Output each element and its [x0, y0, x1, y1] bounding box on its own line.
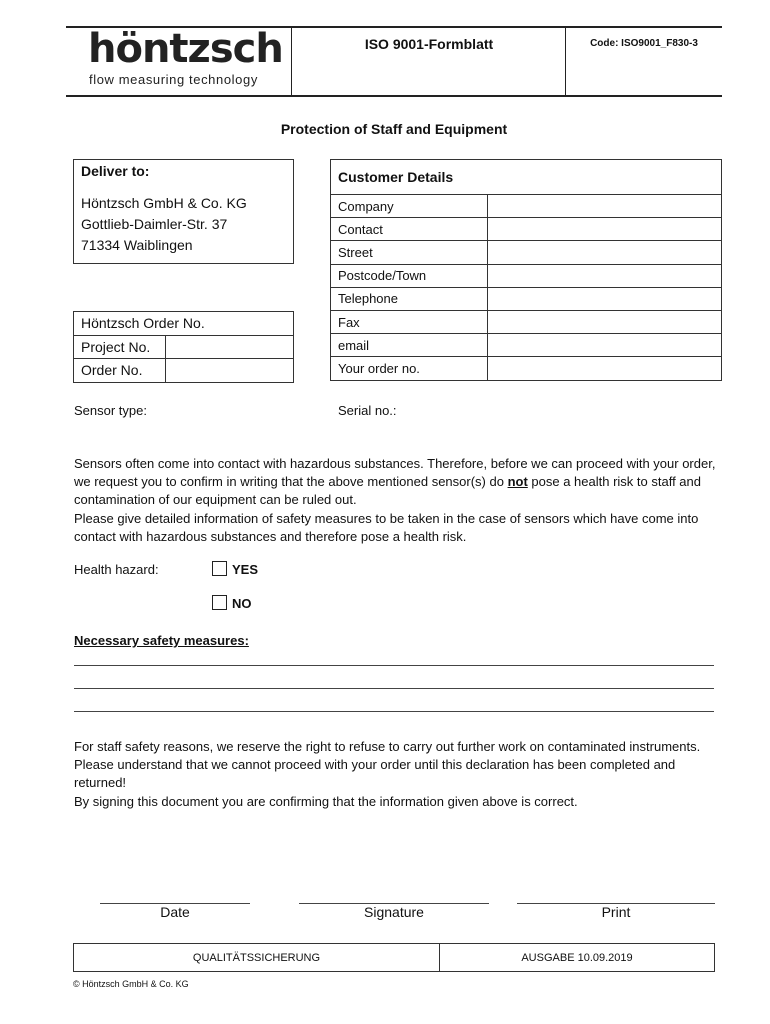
postcode-town-label: Postcode/Town [331, 264, 488, 287]
safety-measures-line[interactable] [74, 688, 714, 689]
your-order-no-field[interactable] [488, 357, 722, 380]
email-label: email [331, 334, 488, 357]
order-no-field[interactable] [166, 359, 294, 383]
no-label: NO [232, 596, 252, 611]
hazard-no-option[interactable] [212, 595, 252, 611]
deliver-address-line: Höntzsch GmbH & Co. KG [81, 195, 247, 211]
intro-text-part: pose a health risk to staff and contamination of our equipment can be ruled out. [74, 474, 701, 508]
contact-field[interactable] [488, 218, 722, 241]
health-hazard-label: Health hazard: [74, 562, 159, 577]
yes-checkbox[interactable] [212, 561, 227, 576]
print-label: Print [601, 904, 631, 920]
safety-measures-line[interactable] [74, 665, 714, 666]
company-logo: höntzsch [88, 26, 283, 72]
footer-box [73, 943, 715, 972]
contact-label: Contact [331, 218, 488, 241]
hazard-yes-option[interactable] [212, 561, 258, 577]
date-label: Date [160, 904, 190, 920]
your-order-no-label: Your order no. [331, 357, 488, 380]
safety-measures-heading: Necessary safety measures: [74, 633, 249, 648]
yes-label: YES [232, 562, 259, 577]
fax-field[interactable] [488, 310, 722, 333]
footer-department: QUALITÄTSSICHERUNG [192, 952, 321, 964]
telephone-label: Telephone [331, 287, 488, 310]
telephone-field[interactable] [488, 287, 722, 310]
deliver-address-line: 71334 Waiblingen [81, 237, 193, 253]
deliver-to-label: Deliver to: [81, 163, 150, 179]
footer-issue-date: AUSGABE 10.09.2019 [521, 952, 633, 964]
form-code: Code: ISO9001_F830-3 [590, 38, 698, 49]
emphasis-not: not [507, 474, 528, 490]
signature-label: Signature [364, 904, 424, 920]
customer-details-table [330, 159, 722, 381]
fax-label: Fax [331, 310, 488, 333]
hontzsch-order-label: Höntzsch Order No. [74, 312, 294, 336]
company-label: Company [331, 195, 488, 218]
sensor-type-label: Sensor type: [74, 403, 147, 418]
page-title: Protection of Staff and Equipment [280, 121, 508, 137]
form-type-title: ISO 9001-Formblatt [364, 36, 494, 52]
closing-line: For staff safety reasons, we reserve the right to refuse to carry out further work on contaminated instruments. [74, 739, 701, 754]
email-field[interactable] [488, 334, 722, 357]
closing-line: Please understand that we cannot proceed with your order until this declaration has been completed and returned! [74, 757, 676, 791]
deliver-address-line: Gottlieb-Daimler-Str. 37 [81, 216, 228, 232]
no-checkbox[interactable] [212, 595, 227, 610]
company-field[interactable] [488, 195, 722, 218]
postcode-town-field[interactable] [488, 264, 722, 287]
safety-measures-line[interactable] [74, 711, 714, 712]
order-no-label: Order No. [74, 359, 166, 383]
project-no-field[interactable] [166, 335, 294, 359]
copyright: © Höntzsch GmbH & Co. KG [73, 979, 189, 989]
project-no-label: Project No. [74, 335, 166, 359]
closing-line: By signing this document you are confirming that the information given above is correct. [74, 793, 578, 809]
company-tagline: flow measuring technology [89, 72, 258, 87]
serial-no-label: Serial no.: [338, 403, 397, 418]
closing-text [74, 738, 724, 811]
street-field[interactable] [488, 241, 722, 264]
order-table [73, 311, 294, 383]
intro-text-part: Sensors often come into contact with hazardous substances. Therefore, before we can proceed with your order, we request you to confirm in writing that the above mentioned sensor(s) do [74, 456, 716, 490]
header-bottom-rule [66, 95, 722, 97]
street-label: Street [331, 241, 488, 264]
customer-details-title: Customer Details [331, 160, 722, 195]
deliver-to-box [73, 159, 294, 264]
intro-text [74, 455, 724, 546]
intro-text-detail: Please give detailed information of safety measures to be taken in the case of sensors which have come into contact with hazardous substances and therefore pose a health risk. [74, 510, 699, 544]
